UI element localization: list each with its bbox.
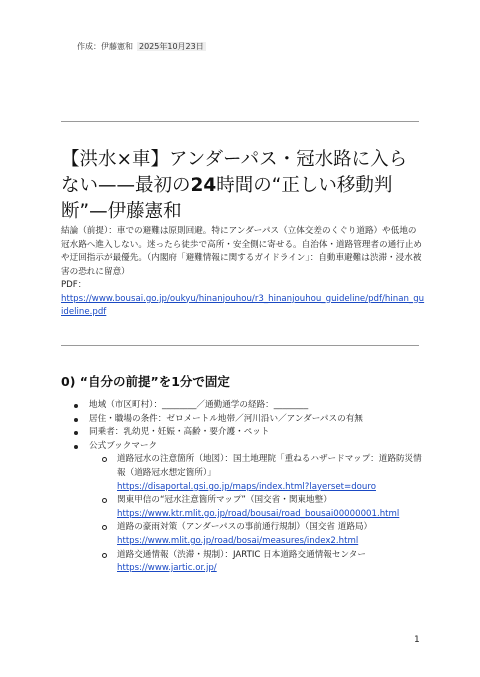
list-item-bookmarks [61,440,425,576]
page-number: 1 [414,635,420,645]
bookmark-mlit-link[interactable]: https://www.mlit.go.jp/road/bosai/measures/index2.html [117,535,359,546]
title-part-1: 【洪水×車】アンダーパス・冠水路に入らない——最初の [61,149,408,196]
pdf-link[interactable]: https://www.bousai.go.jp/oukyu/hinanjouhou/r3_hinanjouhou_guideline/pdf/hinan_guideline.pdf [61,293,425,317]
divider-middle [61,345,419,346]
bookmark-jartic-label: 道路交通情報（渋滞・規制）：JARTIC 日本道路交通情報センター [117,549,366,560]
bookmark-item-gsi [89,453,425,494]
bookmarks-label: 公式ブックマーク [89,440,158,451]
section-heading-post: 分で固定 [179,374,230,389]
date-chip: 2025年10月23日 [139,42,204,51]
section-0-heading [61,372,230,390]
bookmark-ktr-link[interactable]: https://www.ktr.mlit.go.jp/road/bousai/road_bousai00000001.html [117,508,400,519]
pdf-label: PDF： [61,280,87,290]
author-text: 作成：伊藤憲和 [77,42,133,51]
bookmark-ktr-label: 関東甲信の“冠水注意箇所マップ”（国交省・関東地整） [117,495,332,506]
list-item-passengers: 同乗者：乳幼児・妊娠・高齢・要介護・ペット [61,426,425,440]
intro-text: 結論（前提）：車での避難は原則回避。特にアンダーパス（立体交差のくぐり道路）や低地の冠水路へ進入しない。迷ったら徒歩で高所・安全側に寄せる。自治体・道路管理者の通行止めや迂回指示が最優先。（内閣府「避難情報に関するガイドライン」：自動車避難は渋滞・浸水被害の恐れに留意） [61,226,422,277]
list-item-region: 地域（市区町村）：________／通勤通学の経路：________ [61,399,425,413]
list-item-conditions: 居住・職場の条件：ゼロメートル地帯／河川沿い／アンダーパスの有無 [61,413,425,427]
bookmark-item-ktr [89,494,425,521]
intro-paragraph [61,225,425,320]
section-heading-bold: 1 [171,374,180,389]
title-bold-number: 24 [190,175,217,196]
document-title [61,147,425,225]
bookmark-item-jartic [89,549,425,576]
divider-top [61,121,419,122]
section-heading-pre: 0) “自分の前提”を [61,374,172,389]
bookmark-mlit-label: 道路の豪雨対策（アンダーパスの事前通行規制）（国交省 道路局） [117,522,373,533]
author-date-line [77,41,206,52]
bookmark-list [89,453,425,575]
premise-list [61,399,425,576]
title-part-2: 時間の“正しい移動判断”—伊藤憲和 [61,175,393,222]
bookmark-item-mlit [89,521,425,548]
bookmark-gsi-label: 道路冠水の注意箇所（地図）：国土地理院「重ねるハザードマップ：道路防災情報（道路冠水想定箇所）」 [117,454,422,478]
bookmark-jartic-link[interactable]: https://www.jartic.or.jp/ [117,563,217,574]
bookmark-gsi-link[interactable]: https://disaportal.gsi.go.jp/maps/index.html?layerset=douro [117,481,376,492]
